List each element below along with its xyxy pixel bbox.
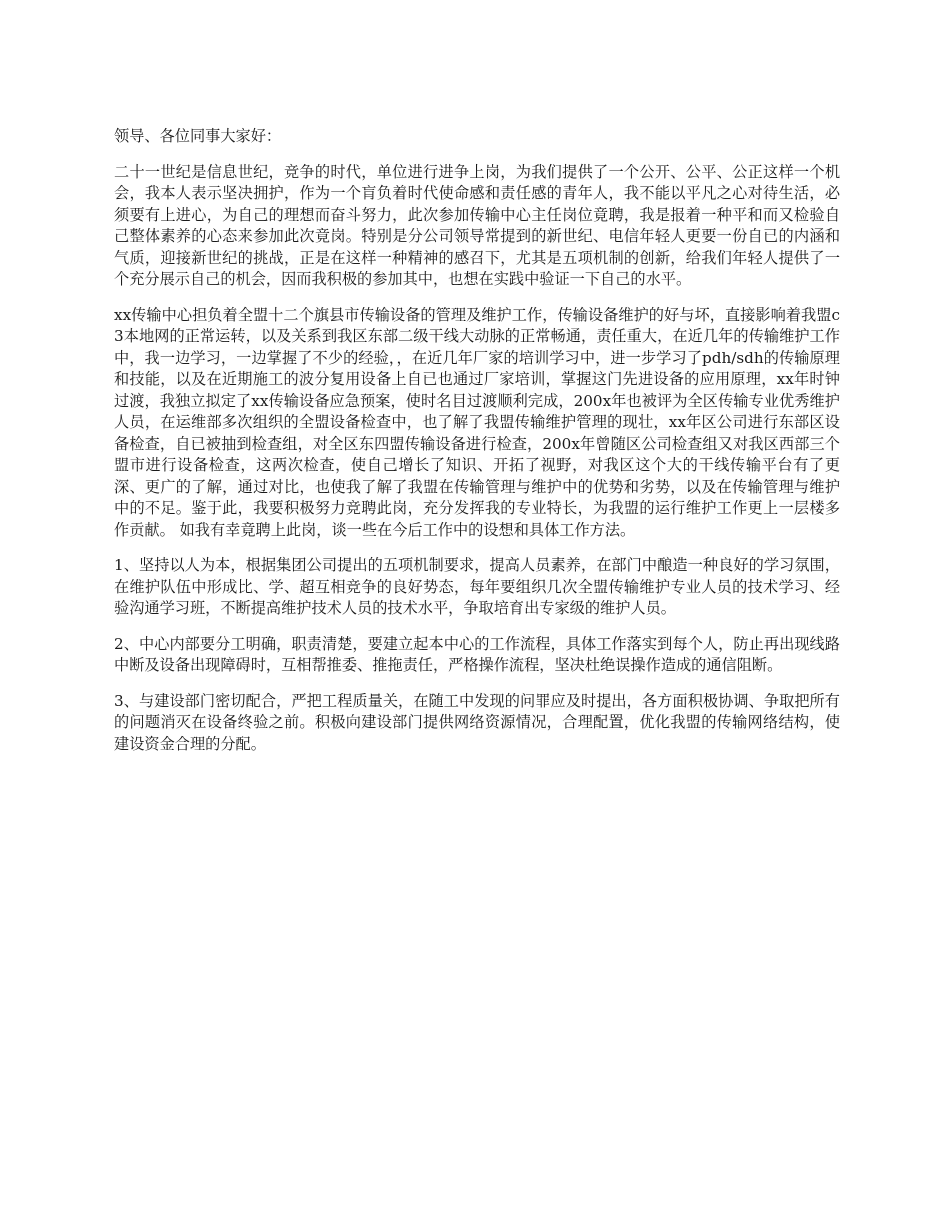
greeting: 领导、各位同事大家好： [114,127,282,145]
plan-item-1: 1、坚持以人为本，根据集团公司提出的五项机制要求，提高人员素养，在部门中酿造一种良好的学习氛围，在维护队伍中形成比、学、超互相竞争的良好势态，每年要组织几次全盟传输维护专业人员的技术学习、经验沟通学习班，不断提高维护技术人员的技术水平，争取培育出专家级的维护人员。 [114,556,840,617]
plan-item-2: 2、中心内部要分工明确，职责清楚，要建立起本中心的工作流程，具体工作落实到每个人，防止再出现线路中断及设备出现障碍时，互相帮推委、推拖责任，严格操作流程，坚决杜绝误操作造成的通信阻断。 [114,634,840,674]
plan-item-3: 3、与建设部门密切配合，严把工程质量关，在随工中发现的问罪应及时提出，各方面积极协调、争取把所有的问题消灭在设备终验之前。积极向建设部门提供网络资源情况，合理配置，优化我盟的传输网络结构，使建设资金合理的分配。 [114,691,840,753]
intro-paragraph: 二十一世纪是信息世纪，竞争的时代，单位进行进争上岗，为我们提供了一个公开、公平、公正这样一个机会，我本人表示坚决拥护，作为一个肓负着时代使命感和责任感的青年人，我不能以平凡之心对待生活，必须要有上进心，为自己的理想而奋斗努力，此次参加传输中心主任岗位竟聘，我是报着一种平和而又检验自己整体素养的心态来参加此次竟岗。特别是分公司领导常提到的新世纪、电信年轻人更要一份自已的内涵和气质，迎接新世纪的挑战，正是在这样一种精神的感召下，尤其是五项机制的创新，给我们年轻人提供了一个充分展示自己的机会，因而我积极的参加其中，也想在实践中验证一下自己的水平。 [114,162,840,288]
document-body [114,126,840,769]
experience-paragraph: xx传输中心担负着全盟十二个旗县市传输设备的管理及维护工作，传输设备维护的好与坏，直接影响着我盟c3本地网的正常运转，以及关系到我区东部二级干线大动脉的正常畅通，责任重大，在近几年的传输维护工作中，我一边学习，一边掌握了不少的经验，，在近几年厂家的培训学习中，进一步学习了pdh/sdh的传输原理和技能，以及在近期施工的波分复用设备上自已也通过厂家培训，掌握这门先进设备的应用原理，xx年时钟过渡，我独立拟定了xx传输设备应急预案，使时名目过渡顺利完成，200x年也被评为全区传输专业优秀维护人员，在运维部多次组织的全盟设备检查中，也了解了我盟传输维护管理的现壮，xx年区公司进行东部区设备检查，自已被抽到检查组，对全区东四盟传输设备进行检查，200x年曾随区公司检查组又对我区西部三个盟市进行设备检查，这两次检查，使自己增长了知识、开拓了视野，对我区这个大的干线传输平台有了更深、更广的了解，通过对比，也使我了解了我盟在传输管理与维护中的优势和劣势，以及在传输管理与维护中的不足。鉴于此，我要积极努力竞聘此岗，充分发挥我的专业特长，为我盟的运行维护工作更上一层楼多作贡献。 如我有幸竟聘上此岗，谈一些在今后工作中的设想和具体工作方法。 [114,305,840,539]
